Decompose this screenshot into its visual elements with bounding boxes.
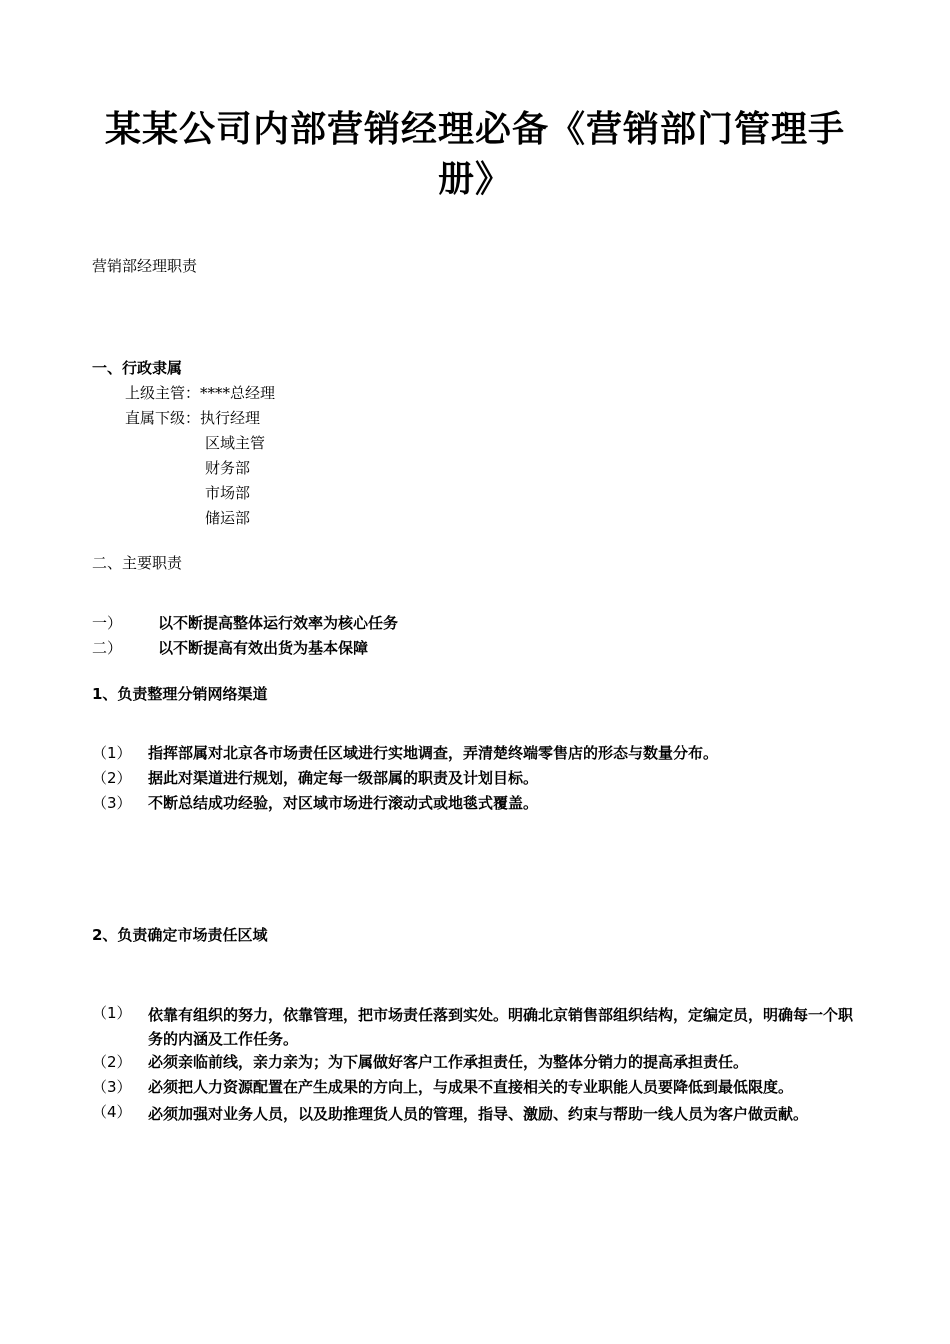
item-marker: （3） [92,1078,132,1096]
subordinates-label: 直属下级：执行经理 [125,409,261,427]
subordinate-item: 储运部 [205,509,251,527]
point-text: 以不断提高整体运行效率为核心任务 [158,614,399,632]
document-title: 某某公司内部营销经理必备《营销部门管理手册》 [104,108,845,200]
point-text: 以不断提高有效出货为基本保障 [158,639,369,657]
section1-heading: 一、行政隶属 [92,359,183,377]
item-marker: （1） [92,1004,132,1022]
item-marker: （3） [92,794,132,812]
duty2-heading: 2、负责确定市场责任区域 [92,926,268,944]
item-text: 指挥部属对北京各市场责任区域进行实地调查，弄清楚终端零售店的形态与数量分布。 [148,744,719,762]
item-marker: （4） [92,1103,132,1121]
point-marker: 一） [92,614,123,632]
subordinate-item: 市场部 [205,484,251,502]
subtitle: 营销部经理职责 [92,257,198,275]
item-text: 必须加强对业务人员，以及助推理货人员的管理，指导、激励、约束与帮助一线人员为客户做贡献。 [148,1105,809,1123]
item-text: 依靠有组织的努力，依靠管理，把市场责任落到实处。明确北京销售部组织结构，定编定员，明确每一个职务的内涵及工作任务。 [148,1006,854,1048]
section2-heading: 二、主要职责 [92,554,183,572]
item-marker: （2） [92,769,132,787]
subordinate-item: 区域主管 [205,434,266,452]
item-marker: （1） [92,744,132,762]
item-text: 必须亲临前线，亲力亲为；为下属做好客户工作承担责任，为整体分销力的提高承担责任。 [148,1053,749,1071]
item-text: 必须把人力资源配置在产生成果的方向上，与成果不直接相关的专业职能人员要降低到最低限度。 [148,1078,794,1096]
duty1-heading: 1、负责整理分销网络渠道 [92,685,268,703]
subordinate-item: 财务部 [205,459,251,477]
item-marker: （2） [92,1053,132,1071]
superior-line: 上级主管：****总经理 [125,384,276,402]
item-text: 不断总结成功经验，对区域市场进行滚动式或地毯式覆盖。 [148,794,539,812]
item-text: 据此对渠道进行规划，确定每一级部属的职责及计划目标。 [148,769,539,787]
point-marker: 二） [92,639,123,657]
